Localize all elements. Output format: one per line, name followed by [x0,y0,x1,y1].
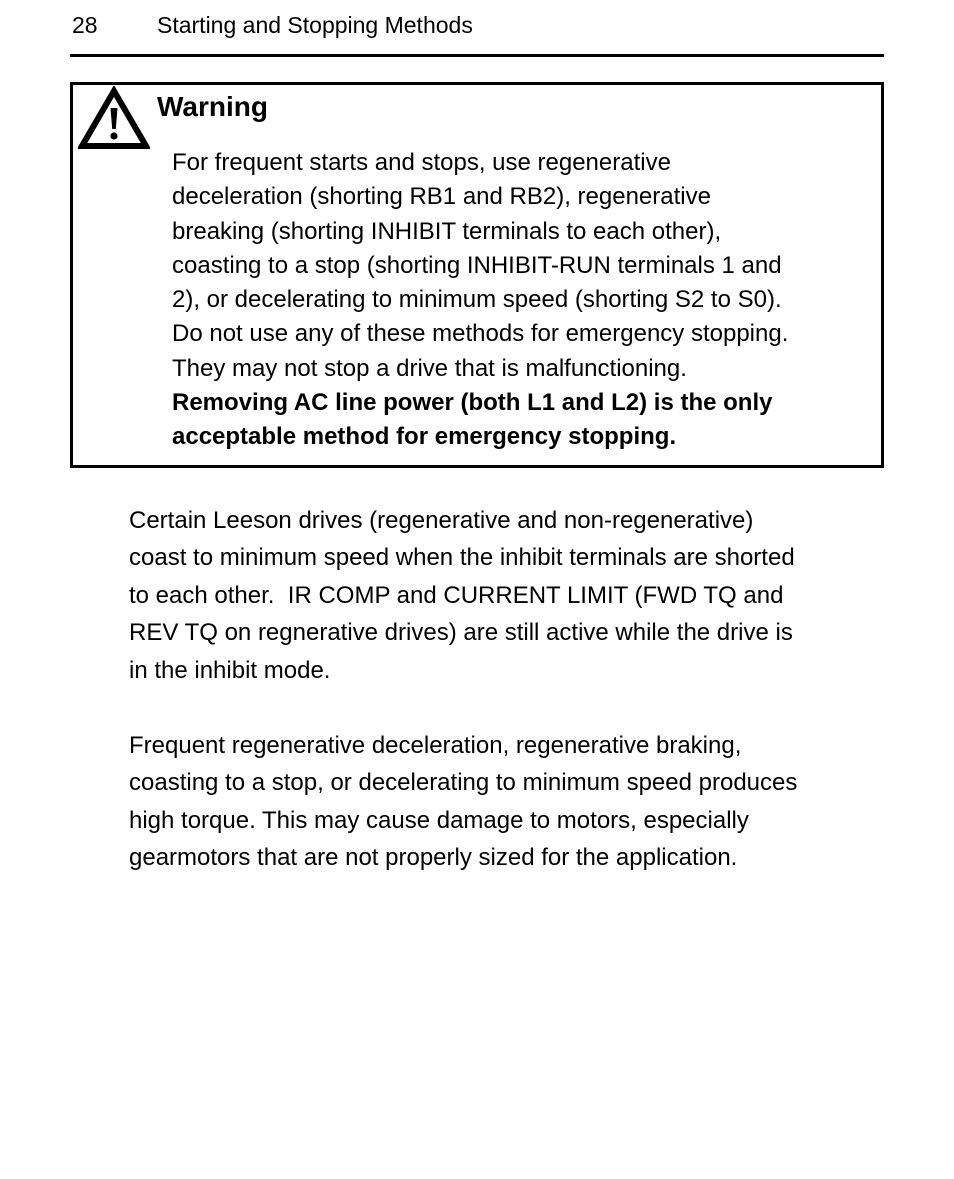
paragraph-line: Certain Leeson drives (regenerative and non-regenerative) [129,507,754,534]
warning-box [70,82,884,468]
paragraph-line: high torque. This may cause damage to motors, especially [129,806,749,834]
paragraph-line: to each other. IR COMP and CURRENT LIMIT (FWD TQ and [129,581,784,609]
warning-text [172,146,872,455]
paragraph-line: REV TQ on regnerative drives) are still active while the drive is [129,619,793,647]
warning-heading: Warning [157,91,268,122]
warning-line: They may not stop a drive that is malfunctioning. [172,354,687,382]
paragraph-line: gearmotors that are not properly sized for the application. [129,844,738,872]
warning-emphasis-line: Removing AC line power (both L1 and L2) is the only [172,389,773,417]
page-number: 28 [72,12,98,38]
paragraph-line: coast to minimum speed when the inhibit terminals are shorted [129,544,795,572]
warning-line: For frequent starts and stops, use regenerative [172,149,671,176]
page-header [72,10,884,40]
paragraph-line: Frequent regenerative deceleration, regenerative braking, [129,732,742,759]
warning-line: deceleration (shorting RB1 and RB2), regenerative [172,183,711,211]
paragraph-line: in the inhibit mode. [129,656,331,684]
warning-line: breaking (shorting INHIBIT terminals to each other), [172,217,722,245]
header-divider [70,54,884,57]
warning-emphasis-line: acceptable method for emergency stopping. [172,423,677,451]
warning-line: coasting to a stop (shorting INHIBIT-RUN terminals 1 and [172,251,782,279]
warning-line: 2), or decelerating to minimum speed (shorting S2 to S0). [172,286,782,314]
section-title: Starting and Stopping Methods [157,12,473,38]
warning-line: Do not use any of these methods for emergency stopping. [172,320,789,348]
body-paragraph-high-torque [129,727,889,877]
paragraph-line: coasting to a stop, or decelerating to minimum speed produces [129,769,798,797]
body-paragraph-inhibit-mode [129,502,889,689]
warning-triangle-icon [78,86,150,150]
